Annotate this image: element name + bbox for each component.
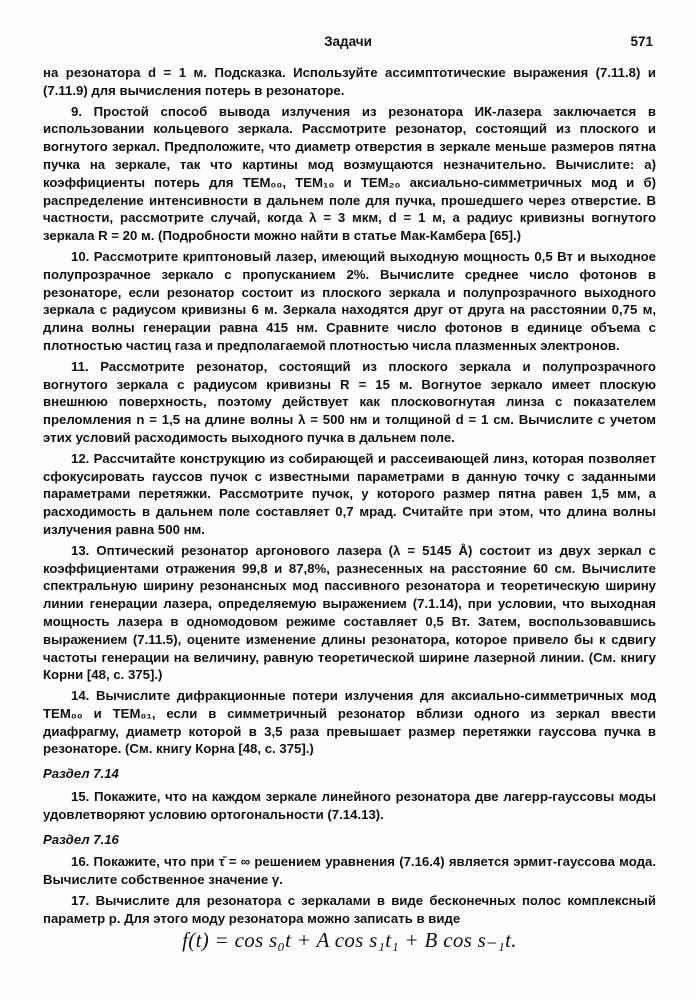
section-heading-7-14: Раздел 7.14 <box>43 766 119 782</box>
problem-11: 11. Рассмотрите резонатор, состоящий из плоского зеркала и полупрозрачного вогнутого зеркала с радиусом кривизны R = 15 м. Вогнутое зеркало имеет плоскую внешнюю поверхность, поэтому действует как плосковогнутая линза с показателем преломления n = 1,5 на длине волны λ = 500 нм и толщиной d = 1 см. Вычислите с учетом этих условий расходимость выходного пучка в дальнем поле. <box>43 358 656 445</box>
equation-f-t: f(t) = cos s₀t + A cos s₁t₁ + B cos s₋₁t. <box>182 927 517 952</box>
problem-14: 14. Вычислите дифракционные потери излучения для аксиально-симметричных мод TEM₀₀ и TEM₀₁, если в симметричный резонатор вблизи одного из зеркал ввести диафрагму, диаметр которой в 3,5 раза превышает размер перетяжки гауссова пучка в резонаторе. (См. книгу Корна [48, с. 375].) <box>43 688 656 757</box>
problem-12: 12. Рассчитайте конструкцию из собирающей и рассеивающей линз, которая позволяет сфокусировать гауссов пучок с известными параметрами в данную точку с заданными параметрами перетяжки. Рассмотрите пучок, у которого размер пятна равен 1,5 мм, а расходимость в дальнем поле составляет 0,7 мрад. Считайте при этом, что длина волны излучения равна 500 нм. <box>43 450 656 537</box>
running-title: Задачи <box>324 34 372 49</box>
problem-9: 9. Простой способ вывода излучения из резонатора ИК-лазера заключается в использовании кольцевого зеркала. Рассмотрите резонатор, состоящий из плоского и вогнутого зеркал. Предположите, что диаметр отверстия в зеркале меньше размеров пятна пучка на зеркале, так что картины мод возмущаются незначительно. Вычислите: а) коэффициенты потерь для TEM₀₀, TEM₁₀ и TEM₂₀ аксиально-симметричных мод и б) распределение интенсивности в дальнем поле для пучка, прошедшего через отверстие. В частности, рассмотрите случай, когда λ = 3 мкм, d = 1 м, а радиус кривизны вогнутого зеркала R = 20 м. (Подробности можно найти в статье Мак-Камбера [65].) <box>43 103 656 244</box>
text-body <box>43 64 656 952</box>
problem-10: 10. Рассмотрите криптоновый лазер, имеющий выходную мощность 0,5 Вт и выходное полупрозрачное зеркало с пропусканием 2%. Вычислите среднее число фотонов в резонаторе, если резонатор состоит из плоского зеркала и полупрозрачного выходного зеркала с радиусом кривизны 6 м. Зеркала находятся друг от друга на расстоянии 0,75 м, длина волны генерации равна 415 нм. Сравните число фотонов в единице объема с плотностью частиц газа и предполагаемой плотностью числа плазменных электронов. <box>43 248 656 353</box>
problem-16: 16. Покажите, что при τ̄ = ∞ решением уравнения (7.16.4) является эрмит-гауссова мода. Вычислите собственное значение γ. <box>43 854 656 888</box>
problem-13: 13. Оптический резонатор аргонового лазера (λ = 5145 Å) состоит из двух зеркал с коэффициентами отражения 99,8 и 87,8%, разнесенных на расстояние 60 см. Вычислите спектральную ширину резонансных мод пассивного резонатора и теоретическую ширину линии генерации лазера, определяемую выражением (7.1.14), при условии, что выходная мощность лазера в одномодовом режиме составляет 0,5 Вт. Затем, воспользовавшись выражением (7.11.5), оцените изменение длины резонатора, которое привело бы к сдвигу частоты генерации на величину, равную теоретической ширине лазерной линии. (См. книгу Корни [48, с. 375].) <box>43 542 656 683</box>
running-header <box>0 34 696 54</box>
problem-17: 17. Вычислите для резонатора с зеркалами в виде бесконечных полос комплексный параметр p. Для этого моду резонатора можно записать в виде <box>43 893 656 926</box>
problem-15: 15. Покажите, что на каждом зеркале линейного резонатора две лагерр-гауссовы моды удовлетворяют условию ортогональности (7.14.13). <box>43 789 656 822</box>
section-heading-7-16: Раздел 7.16 <box>43 831 119 847</box>
page-number: 571 <box>630 34 653 49</box>
paragraph-continuation: на резонатора d = 1 м. Подсказка. Используйте ассимптотические выражения (7.11.8) и (7.11.9) для вычисления потерь в резонаторе. <box>43 65 656 98</box>
